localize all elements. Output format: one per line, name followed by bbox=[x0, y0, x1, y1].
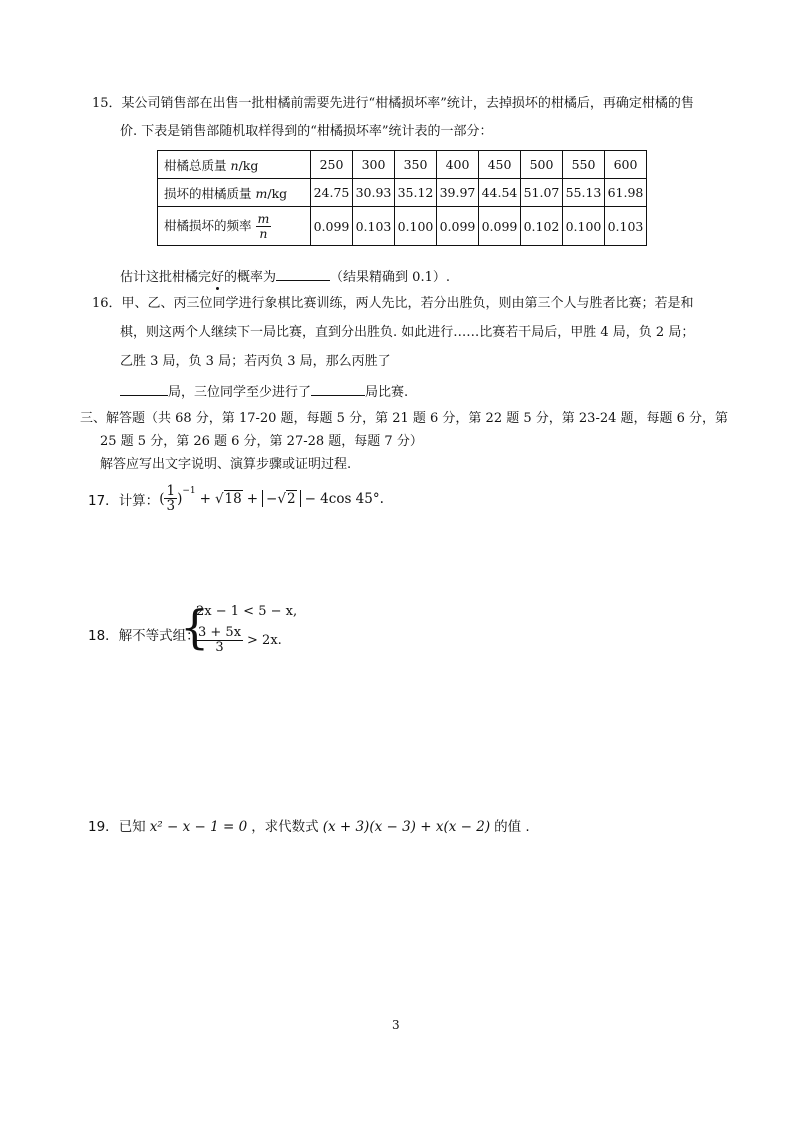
table-cell: 0.099 bbox=[437, 207, 479, 246]
table-cell: 250 bbox=[311, 151, 353, 179]
table-cell: 35.12 bbox=[395, 179, 437, 207]
fraction-one-third: $\frac{1}{3}$ bbox=[166, 483, 176, 514]
table-row-total-mass bbox=[158, 151, 647, 179]
q18-label: 解不等式组： bbox=[118, 628, 200, 644]
table-cell: 0.103 bbox=[605, 207, 647, 246]
q19: 19．已知 x² − x − 1 = 0 ，求代数式 (x + 3)(x − 3) + x(x − 2) 的值 . bbox=[88, 819, 530, 835]
q16-line4: 局，三位同学至少进行了 局比赛. bbox=[120, 381, 408, 403]
system-brace: { bbox=[180, 600, 210, 654]
q16-line2: 棋，则这两个人继续下一局比赛，直到分出胜负. 如此进行……比赛若干局后，甲胜 4 局，负 2 局； bbox=[120, 325, 695, 340]
q17-expression: ( $\frac{1}{3}$ ) $^{-1}$ + √ 18 + −√2 − 4cos 45° . bbox=[159, 483, 384, 514]
q19-number: 19． bbox=[88, 819, 119, 835]
row-label-total-mass: 柑橘总质量 n/kg bbox=[158, 151, 311, 179]
q18-number: 18． bbox=[88, 628, 119, 644]
table-cell: 39.97 bbox=[437, 179, 479, 207]
table-cell: 0.099 bbox=[311, 207, 353, 246]
q16-line3: 乙胜 3 局，负 3 局；若丙负 3 局，那么丙胜了 bbox=[120, 354, 391, 369]
table-cell: 51.07 bbox=[521, 179, 563, 207]
table-cell: 400 bbox=[437, 151, 479, 179]
table-cell: 600 bbox=[605, 151, 647, 179]
table-cell: 0.103 bbox=[353, 207, 395, 246]
table-cell: 350 bbox=[395, 151, 437, 179]
table-cell: 55.13 bbox=[563, 179, 605, 207]
absolute-value: −√2 bbox=[262, 490, 301, 507]
table-cell: 550 bbox=[563, 151, 605, 179]
q15-line1 bbox=[92, 94, 694, 114]
table-cell: 500 bbox=[521, 151, 563, 179]
row-label-damaged-mass: 损坏的柑橘质量 m/kg bbox=[158, 179, 311, 207]
q15-number: 15． bbox=[92, 96, 122, 111]
table-cell: 300 bbox=[353, 151, 395, 179]
row-label-frequency: 柑橘损坏的频率 $\frac{m}{n}$ bbox=[158, 207, 311, 246]
q16-number: 16． bbox=[92, 296, 122, 311]
section3-instructions: 解答应写出文字说明、演算步骤或证明过程. bbox=[100, 457, 352, 472]
inequality-1: 2x − 1 < 5 − x, bbox=[196, 604, 298, 619]
q17-label: 计算： bbox=[118, 492, 160, 509]
table-row-frequency bbox=[158, 207, 647, 246]
table-cell: 24.75 bbox=[311, 179, 353, 207]
table-cell: 0.100 bbox=[395, 207, 437, 246]
q15-answer-line: 估计这批柑橘完好的概率为 （结果精确到 0.1）. bbox=[120, 266, 450, 288]
table-cell: 61.98 bbox=[605, 179, 647, 207]
answer-blank[interactable] bbox=[311, 381, 365, 396]
table-cell: 0.099 bbox=[479, 207, 521, 246]
section3-header-line2: 25 题 5 分，第 26 题 6 分，第 27-28 题，每题 7 分） bbox=[100, 434, 423, 449]
q17-number: 17． bbox=[88, 492, 119, 509]
orange-damage-table bbox=[157, 150, 647, 246]
q17 bbox=[88, 484, 384, 513]
table-cell: 30.93 bbox=[353, 179, 395, 207]
table-cell: 44.54 bbox=[479, 179, 521, 207]
q15-text-1: 某公司销售部在出售一批柑橘前需要先进行“柑橘损坏率”统计，去掉损坏的柑橘后，再确定柑橘的售 bbox=[121, 96, 694, 111]
inequality-2: $\frac{3 + 5x}{3}$ > 2x. bbox=[198, 625, 282, 655]
q19-expression: (x + 3)(x − 3) + x(x − 2) bbox=[322, 819, 491, 835]
emphasis-dot-char: 好 bbox=[211, 270, 225, 285]
page-number: 3 bbox=[392, 1018, 400, 1032]
q15-line2: 价. 下表是销售部随机取样得到的“柑橘损坏率”统计表的一部分： bbox=[120, 124, 493, 139]
inequality-2-fraction: $\frac{3 + 5x}{3}$ bbox=[198, 625, 242, 655]
table-cell: 0.102 bbox=[521, 207, 563, 246]
answer-blank[interactable] bbox=[120, 381, 168, 396]
answer-blank[interactable] bbox=[276, 266, 330, 281]
table-cell: 450 bbox=[479, 151, 521, 179]
table-row-damaged-mass bbox=[158, 179, 647, 207]
section3-header-line1: 三、解答题（共 68 分，第 17-20 题，每题 5 分，第 21 题 6 分，第 22 题 5 分，第 23-24 题，每题 6 分，第 bbox=[80, 411, 729, 426]
q19-equation: x² − x − 1 = 0 bbox=[149, 819, 248, 835]
frequency-fraction: $\frac{m}{n}$ bbox=[257, 210, 270, 241]
table-cell: 0.100 bbox=[563, 207, 605, 246]
q16-line1: 16．甲、乙、丙三位同学进行象棋比赛训练，两人先比，若分出胜负，则由第三个人与胜者比赛；若是和 bbox=[92, 296, 694, 311]
